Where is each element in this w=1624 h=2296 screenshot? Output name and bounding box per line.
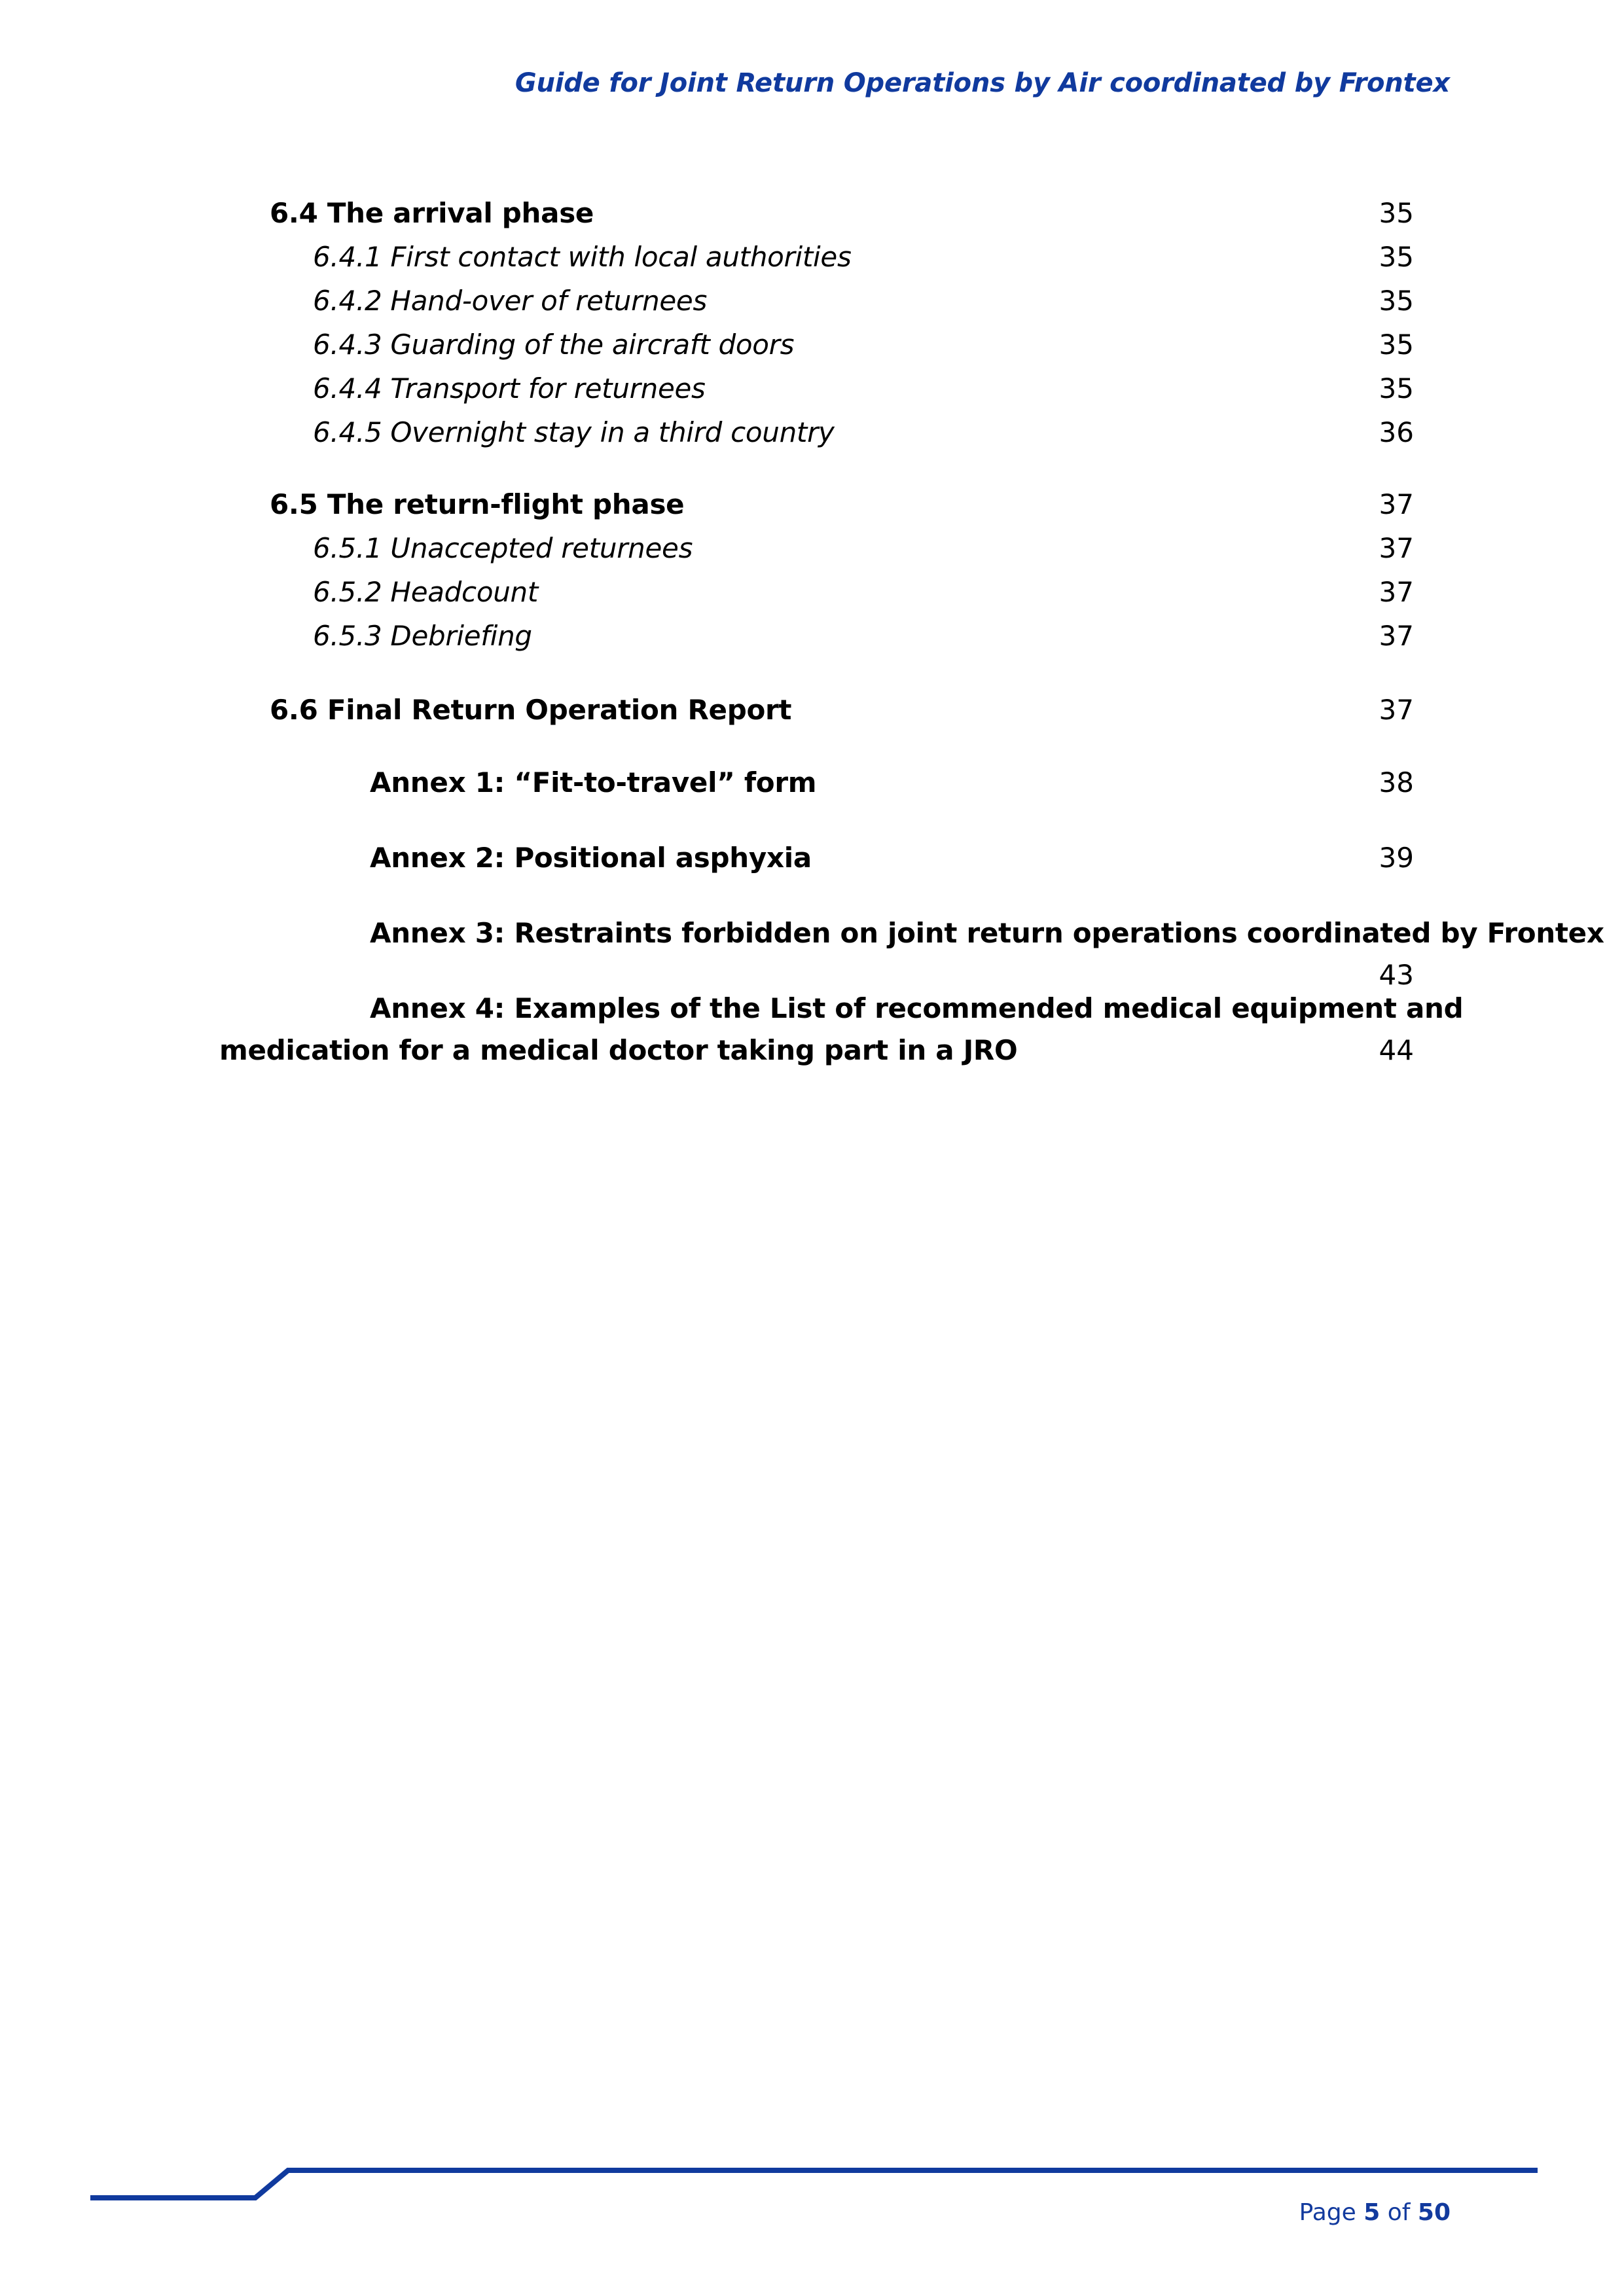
- toc-group-gap: [0, 881, 1624, 912]
- toc-group-gap: [0, 454, 1624, 482]
- document-running-header: Guide for Joint Return Operations by Air coordinated by Frontex: [514, 68, 1450, 98]
- toc-entry-label: Annex 4: Examples of the List of recommended medical equipment and medication for a medical doctor taking part in a JRO: [219, 992, 1464, 1066]
- toc-group-gap: [0, 658, 1624, 688]
- footer-page-total: 50: [1417, 2199, 1451, 2226]
- toc-entry-page: 35: [1379, 285, 1414, 317]
- toc-entry-page: 38: [1379, 766, 1414, 798]
- toc-entry-label: 6.4 The arrival phase: [270, 197, 594, 229]
- toc-entry-label: 6.5.3 Debriefing: [313, 620, 532, 652]
- footer-page-number: 5: [1363, 2199, 1380, 2226]
- toc-entry[interactable]: [0, 526, 1414, 570]
- toc-group-gap: [0, 806, 1624, 837]
- toc-entry-page: 35: [1379, 197, 1414, 229]
- table-of-contents: [0, 191, 1624, 1071]
- toc-entry-page: 35: [1379, 241, 1414, 273]
- toc-entry-label: 6.4.1 First contact with local authorities: [313, 241, 852, 273]
- toc-entry-page: 44: [1379, 1034, 1414, 1066]
- toc-entry-annex[interactable]: [0, 762, 1414, 806]
- toc-entry-page: 43: [1379, 959, 1414, 991]
- toc-entry-page: 35: [1379, 329, 1414, 361]
- toc-entry-page: 37: [1379, 532, 1414, 564]
- toc-entry[interactable]: [0, 410, 1414, 454]
- toc-entry[interactable]: [0, 323, 1414, 367]
- toc-entry[interactable]: [0, 279, 1414, 323]
- toc-entry-annex[interactable]: [0, 912, 1604, 991]
- toc-entry-label: 6.5.2 Headcount: [313, 576, 539, 608]
- toc-entry-label: 6.5 The return-flight phase: [270, 488, 685, 520]
- toc-entry-annex[interactable]: [0, 988, 1464, 1071]
- toc-entry-page: 37: [1379, 620, 1414, 652]
- toc-entry[interactable]: [0, 688, 1414, 732]
- toc-entry[interactable]: [0, 191, 1414, 235]
- toc-entry-label: 6.4.4 Transport for returnees: [313, 372, 706, 404]
- footer-page-prefix: Page: [1299, 2199, 1356, 2226]
- toc-entry-label: 6.4.2 Hand-over of returnees: [313, 285, 708, 317]
- toc-entry-label: 6.6 Final Return Operation Report: [270, 694, 792, 726]
- toc-entry-page: 37: [1379, 694, 1414, 726]
- toc-entry-annex[interactable]: [0, 837, 1414, 881]
- toc-entry-page: 39: [1379, 842, 1414, 874]
- footer-page-middle: of: [1387, 2199, 1411, 2226]
- toc-entry-label: 6.4.3 Guarding of the aircraft doors: [313, 329, 795, 361]
- toc-entry[interactable]: [0, 367, 1414, 410]
- toc-entry[interactable]: [0, 482, 1414, 526]
- toc-entry-label: 6.5.1 Unaccepted returnees: [313, 532, 693, 564]
- toc-entry-label: Annex 2: Positional asphyxia: [370, 842, 812, 874]
- toc-entry-page: 37: [1379, 576, 1414, 608]
- toc-entry-page: 36: [1379, 416, 1414, 448]
- toc-entry[interactable]: [0, 570, 1414, 614]
- footer-page-indicator: [0, 2199, 1451, 2226]
- toc-group-gap: [0, 732, 1624, 762]
- toc-entry-label: Annex 1: “Fit-to-travel” form: [370, 766, 817, 798]
- toc-entry-label: 6.4.5 Overnight stay in a third country: [313, 416, 835, 448]
- toc-entry-label: Annex 3: Restraints forbidden on joint return operations coordinated by Frontex: [370, 917, 1604, 949]
- toc-entry-page: 37: [1379, 488, 1414, 520]
- toc-entry[interactable]: [0, 614, 1414, 658]
- toc-entry-page: 35: [1379, 372, 1414, 404]
- toc-entry[interactable]: [0, 235, 1414, 279]
